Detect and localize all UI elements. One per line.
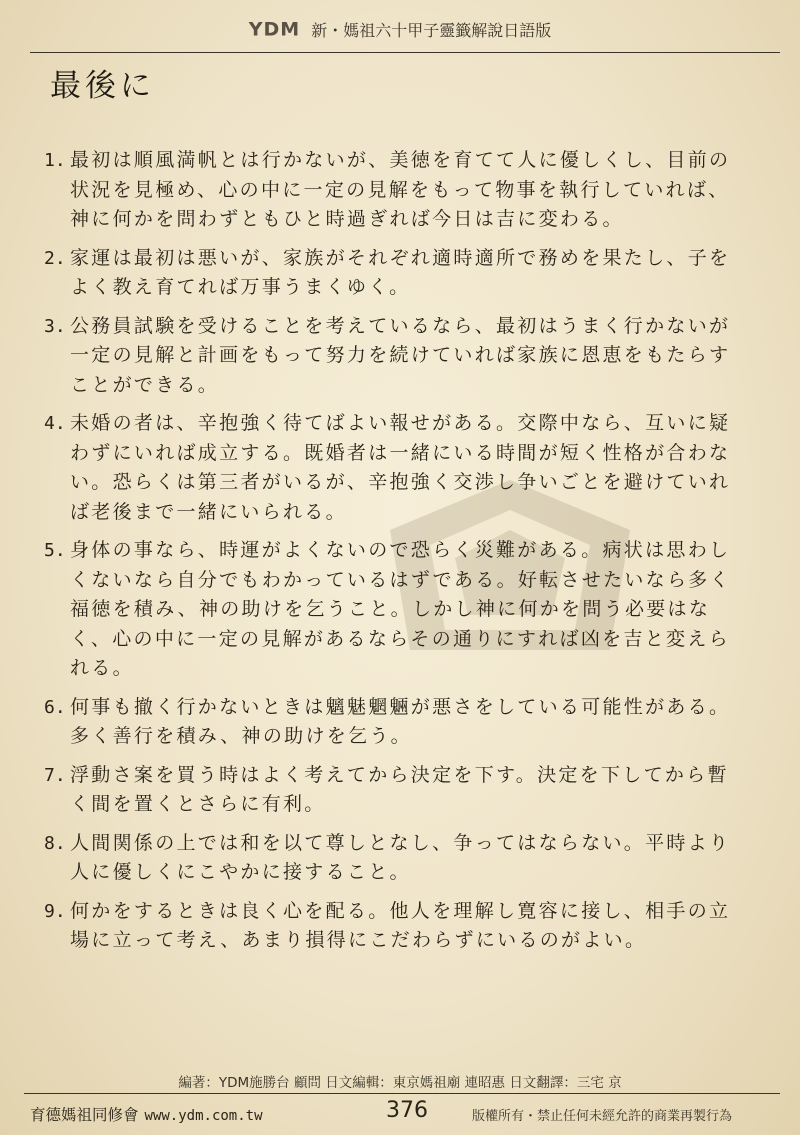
item-text: 家運は最初は悪いが、家族がそれぞれ適時適所で務めを果たし、子をよく教え育てれば万事うまくゆく。 [70, 246, 731, 298]
item-text: 浮動さ案を買う時はよく考えてから決定を下す。決定を下してから暫く間を置くとさらに有利。 [70, 763, 729, 815]
list-item [44, 409, 744, 527]
list-item [44, 146, 744, 235]
org-name: 育德媽祖同修會 [30, 1106, 139, 1124]
book-title: 新・媽祖六十甲子靈籤解說日語版 [311, 21, 552, 40]
item-text: 最初は順風満帆とは行かないが、美徳を育てて人に優しくし、目前の状況を見極め、心の中に一定の見解をもって物事を執行していれば、神に何かを問わずともひと時過ぎれば今日は吉に変わる。 [70, 149, 731, 230]
item-text: 公務員試験を受けることを考えているなら、最初はうまく行かないが一定の見解と計画をもって努力を続けていれば家族に恩恵をもたらすことができる。 [70, 314, 731, 396]
item-number: 5. [44, 540, 66, 561]
credits-line: 編著：YDM施勝台 顧問 日文編輯：東京媽祖廟 連昭惠 日文翻譯：三宅 京 [178, 1075, 622, 1091]
item-number: 3. [44, 315, 66, 337]
item-number: 7. [44, 764, 66, 786]
list-item [44, 536, 744, 684]
list-item [44, 244, 744, 303]
list-item [44, 829, 744, 888]
item-text: 身体の事なら、時運がよくないので恐らく災難がある。病状は思わしくないなら自分でもわかっているはずである。好転させたいなら多く福徳を積み、神の助けを乞うこと。しかし神に何かを問う必要はなく、心の中に一定の見解があるならその通りにすれば凶を吉と変えられる。 [70, 539, 731, 679]
item-number: 4. [44, 413, 66, 434]
item-number: 9. [44, 900, 66, 922]
list-item [44, 693, 744, 752]
advice-list [44, 146, 744, 965]
item-number: 6. [44, 696, 66, 718]
footer-org [30, 1103, 263, 1125]
item-text: 人間関係の上では和を以て尊しとなし、争ってはならない。平時より人に優しくにこやかに接すること。 [70, 831, 731, 883]
footer-divider [24, 1093, 780, 1094]
list-item [44, 761, 744, 820]
page-number: 376 [386, 1098, 428, 1123]
item-number: 2. [44, 247, 66, 269]
list-item [44, 312, 744, 401]
item-number: 8. [44, 832, 66, 854]
page-header [0, 18, 800, 48]
item-number: 1. [44, 150, 66, 171]
header-divider [30, 52, 780, 53]
item-text: 何事も撤く行かないときは魑魅魍魎が悪さをしている可能性がある。多く善行を積み、神の助けを乞う。 [70, 695, 731, 747]
item-text: 未婚の者は、辛抱強く待てばよい報せがある。交際中なら、互いに疑わずにいれば成立する。既婚者は一緒にいる時間が短く性格が合わない。恐らくは第三者がいるが、辛抱強く交渉し争いごとを避けていれば老後まで一緒にいられる。 [70, 412, 731, 523]
copyright-notice: 版權所有・禁止任何未經允許的商業再製行為 [472, 1109, 733, 1124]
item-text: 何かをするときは良く心を配る。他人を理解し寛容に接し、相手の立場に立って考え、あまり損得にこだわらずにいるのがよい。 [70, 899, 731, 951]
ydm-logo: YDM [248, 18, 301, 41]
list-item [44, 897, 744, 956]
page-title: 最後に [50, 68, 155, 104]
website-link[interactable]: www.ydm.com.tw [144, 1108, 263, 1124]
